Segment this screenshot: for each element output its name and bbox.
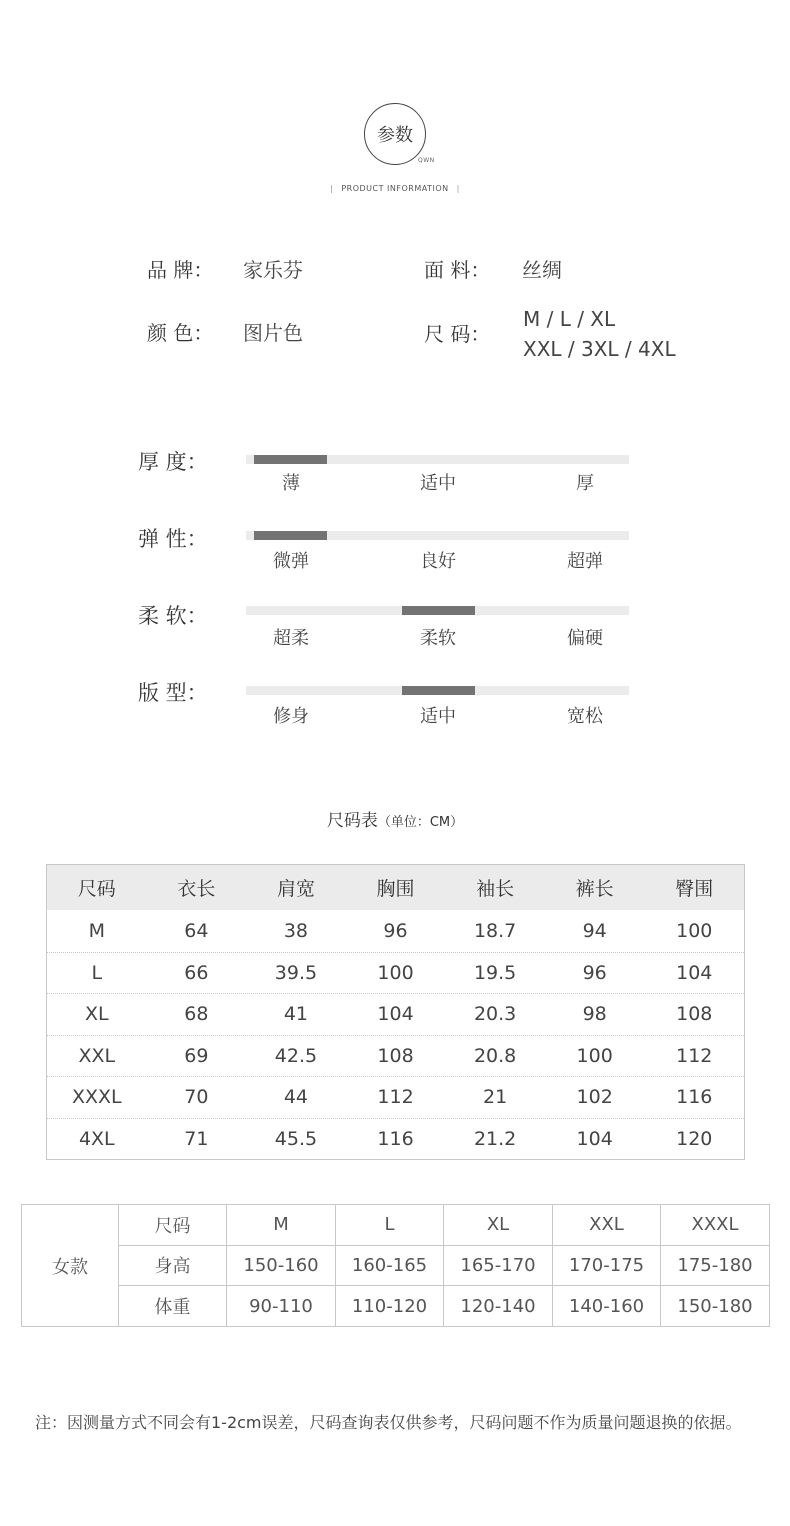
table-cell: 170-175	[553, 1245, 661, 1286]
table-cell: 64	[184, 919, 209, 942]
recommend-row-label: 尺码	[119, 1205, 227, 1246]
table-cell: 45.5	[274, 1127, 318, 1150]
table-cell: XXXL	[661, 1205, 770, 1246]
table-cell: M	[227, 1205, 336, 1246]
table-cell: 112	[377, 1086, 414, 1109]
size-chart-header-cell: 肩宽	[276, 878, 315, 900]
table-cell: 110-120	[336, 1286, 444, 1327]
attribute-option: 适中	[420, 473, 456, 494]
table-cell: 175-180	[661, 1245, 770, 1286]
brand-value: 家乐芬	[243, 258, 303, 282]
table-cell: XXXL	[71, 1086, 122, 1109]
table-cell: XL	[444, 1205, 553, 1246]
table-cell: 42.5	[274, 1044, 318, 1067]
attribute-option: 微弹	[273, 551, 309, 572]
table-cell: L	[336, 1205, 444, 1246]
table-row	[47, 910, 744, 952]
table-cell: 68	[184, 1003, 209, 1026]
attribute-option: 适中	[420, 706, 456, 727]
table-cell: 96	[383, 919, 408, 942]
table-cell: 116	[377, 1127, 414, 1150]
attribute-label: 版 型：	[138, 681, 208, 705]
attribute-option: 超弹	[567, 551, 603, 572]
table-cell: 18.7	[473, 919, 517, 942]
table-row	[22, 1205, 770, 1246]
recommend-row-label: 体重	[119, 1286, 227, 1327]
table-cell: 104	[377, 1003, 414, 1026]
table-cell: XXL	[553, 1205, 661, 1246]
size-chart-table	[46, 864, 745, 1160]
table-cell: 70	[184, 1086, 209, 1109]
table-cell: M	[88, 919, 105, 942]
recommend-group-label: 女款	[22, 1205, 119, 1327]
table-cell: 69	[184, 1044, 209, 1067]
table-row	[47, 1035, 744, 1077]
table-cell: 150-160	[227, 1245, 336, 1286]
size-chart-header-cell: 衣长	[177, 878, 216, 900]
table-cell: 100	[576, 1044, 613, 1067]
table-cell: 44	[283, 1086, 309, 1109]
table-cell: 150-180	[661, 1286, 770, 1327]
table-cell: 96	[582, 961, 607, 984]
recommend-table	[21, 1204, 770, 1327]
attribute-option: 修身	[273, 706, 309, 727]
table-cell: 21.2	[473, 1127, 517, 1150]
divider-left: |	[330, 184, 334, 193]
divider-right: |	[456, 184, 460, 193]
table-cell: L	[91, 961, 103, 984]
table-row	[47, 993, 744, 1035]
attribute-label: 柔 软：	[138, 604, 208, 628]
table-cell: 120	[676, 1127, 713, 1150]
table-cell: XXL	[78, 1044, 116, 1067]
header-emblem	[364, 103, 426, 165]
attribute-option: 柔软	[420, 628, 456, 649]
table-cell: 71	[184, 1127, 209, 1150]
table-cell: 116	[676, 1086, 713, 1109]
attribute-option: 偏硬	[567, 628, 603, 649]
attribute-label: 弹 性：	[138, 527, 208, 551]
table-cell: 112	[676, 1044, 713, 1067]
attribute-indicator	[254, 455, 327, 464]
table-cell: 104	[576, 1127, 613, 1150]
size-chart-header-cell: 臀围	[675, 878, 714, 900]
table-cell: 120-140	[444, 1286, 553, 1327]
table-cell: XL	[84, 1003, 109, 1026]
table-row	[47, 1076, 744, 1118]
table-cell: 140-160	[553, 1286, 661, 1327]
emblem-tag: QWN	[418, 157, 435, 164]
table-cell: 160-165	[336, 1245, 444, 1286]
table-row	[22, 1245, 770, 1286]
table-cell: 20.8	[473, 1044, 517, 1067]
footnote: 注：因测量方式不同会有1-2cm误差，尺码查询表仅供参考，尺码问题不作为质量问题退换的依据。	[35, 1413, 742, 1432]
attribute-track	[246, 606, 629, 615]
size-value-line2: XXL / 3XL / 4XL	[523, 337, 676, 361]
attribute-option: 厚	[576, 473, 594, 494]
size-chart-unit: （单位：CM）	[377, 815, 464, 830]
table-cell: 102	[576, 1086, 613, 1109]
size-label: 尺 码：	[424, 322, 491, 346]
attribute-option: 超柔	[273, 628, 309, 649]
recommend-row-label: 身高	[119, 1245, 227, 1286]
size-chart-header-cell: 胸围	[376, 878, 415, 900]
size-value-line1: M / L / XL	[523, 307, 616, 331]
table-row	[22, 1286, 770, 1327]
size-chart-header-row	[47, 865, 744, 910]
attribute-label: 厚 度：	[138, 450, 208, 474]
attribute-track	[246, 686, 629, 695]
table-cell: 20.3	[473, 1003, 517, 1026]
table-cell: 21	[483, 1086, 508, 1109]
attribute-indicator	[254, 531, 327, 540]
fabric-value: 丝绸	[522, 258, 562, 282]
size-chart-body	[47, 910, 744, 1159]
size-chart-title	[0, 806, 790, 831]
attribute-track	[246, 455, 629, 464]
size-chart-header-cell: 尺码	[77, 878, 116, 900]
attribute-track	[246, 531, 629, 540]
table-cell: 41	[283, 1003, 309, 1026]
size-chart-header-cell: 袖长	[476, 878, 515, 900]
table-cell: 98	[582, 1003, 607, 1026]
table-cell: 66	[184, 961, 209, 984]
table-row	[47, 952, 744, 994]
table-cell: 19.5	[473, 961, 517, 984]
table-cell: 39.5	[274, 961, 318, 984]
table-row	[47, 1118, 744, 1160]
attribute-option: 薄	[282, 473, 300, 494]
attribute-option: 良好	[420, 551, 456, 572]
emblem-title: 参数	[377, 125, 413, 146]
fabric-label: 面 料：	[424, 258, 491, 282]
table-cell: 165-170	[444, 1245, 553, 1286]
color-value: 图片色	[243, 321, 303, 345]
brand-label: 品 牌：	[147, 258, 214, 282]
table-cell: 100	[377, 961, 414, 984]
table-cell: 4XL	[78, 1127, 115, 1150]
table-cell: 108	[377, 1044, 414, 1067]
attribute-option: 宽松	[567, 706, 603, 727]
table-cell: 90-110	[227, 1286, 336, 1327]
table-cell: 108	[676, 1003, 713, 1026]
attribute-indicator	[402, 686, 475, 695]
section-subtitle	[0, 184, 790, 193]
color-label: 颜 色：	[147, 321, 214, 345]
table-cell: 94	[582, 919, 607, 942]
table-cell: 100	[676, 919, 713, 942]
attribute-indicator	[402, 606, 475, 615]
table-cell: 104	[676, 961, 713, 984]
table-cell: 38	[283, 919, 309, 942]
size-chart-header-cell: 裤长	[575, 878, 614, 900]
size-chart-title-text: 尺码表	[326, 811, 378, 831]
subtitle-text: PRODUCT INFORMATION	[341, 184, 449, 193]
